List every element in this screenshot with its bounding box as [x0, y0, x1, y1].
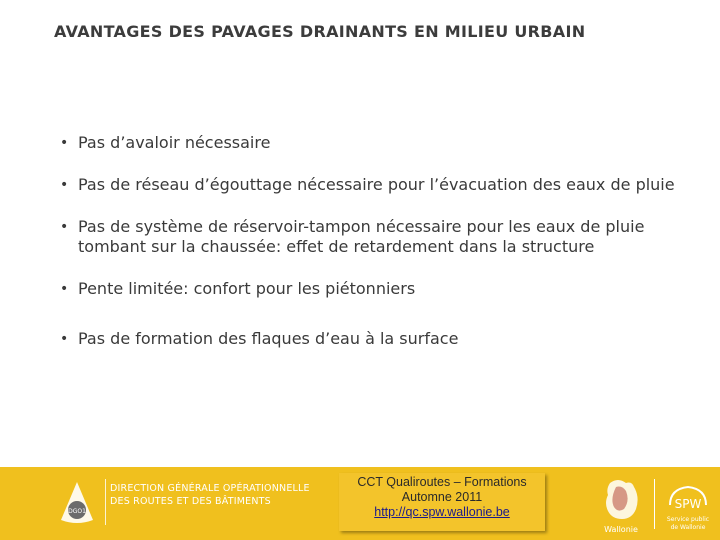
bullet-text: Pas de système de réservoir-tampon nécessaire pour les eaux de pluie tombant sur la chaussée: effet de retardement dans la structure: [78, 217, 645, 256]
cct-website-link[interactable]: http://qc.spw.wallonie.be: [374, 505, 510, 519]
wallonie-label: Wallonie: [604, 525, 638, 534]
cct-title: CCT Qualiroutes – Formations: [357, 475, 527, 489]
cct-info-box: [339, 473, 545, 531]
bullet-text: Pas de réseau d’égouttage nécessaire pour l’évacuation des eaux de pluie: [78, 175, 675, 194]
dgo-department-name: [110, 482, 310, 508]
bullet-symbol: •: [60, 331, 69, 347]
bullet-text: Pas de formation des flaques d’eau à la surface: [78, 329, 459, 348]
spw-subtitle-1: Service public: [666, 516, 710, 523]
dgo-line-1: DIRECTION GÉNÉRALE OPÉRATIONNELLE: [110, 483, 310, 494]
bullet-text: Pente limitée: confort pour les piétonniers: [78, 279, 416, 298]
bullet-item: [60, 217, 690, 257]
bullet-text: Pas d’avaloir nécessaire: [78, 133, 271, 152]
bullet-item: [60, 329, 690, 349]
dgo1-logo-text: DGO1: [68, 508, 86, 515]
spw-subtitle-2: de Wallonie: [670, 524, 706, 531]
bullet-item: [60, 175, 690, 195]
bullet-symbol: •: [60, 177, 69, 193]
bullet-symbol: •: [60, 281, 69, 297]
bullet-list: [60, 130, 690, 349]
dgo1-logo-icon: [58, 480, 96, 526]
bullet-item: [60, 133, 690, 153]
bullet-item: [60, 279, 690, 299]
footer-divider: [654, 479, 655, 529]
bullet-symbol: •: [60, 219, 69, 235]
cct-season: Automne 2011: [401, 490, 483, 504]
footer-divider: [105, 479, 106, 525]
spw-logo-icon: [662, 479, 714, 535]
spw-label: SPW: [674, 497, 702, 511]
footer-bar: [0, 467, 720, 540]
slide-title: AVANTAGES DES PAVAGES DRAINANTS EN MILIEU URBAIN: [54, 22, 586, 41]
dgo-line-2: DES ROUTES ET DES BÂTIMENTS: [110, 496, 271, 507]
wallonie-rooster-logo-icon: [596, 475, 646, 537]
bullet-symbol: •: [60, 135, 69, 151]
